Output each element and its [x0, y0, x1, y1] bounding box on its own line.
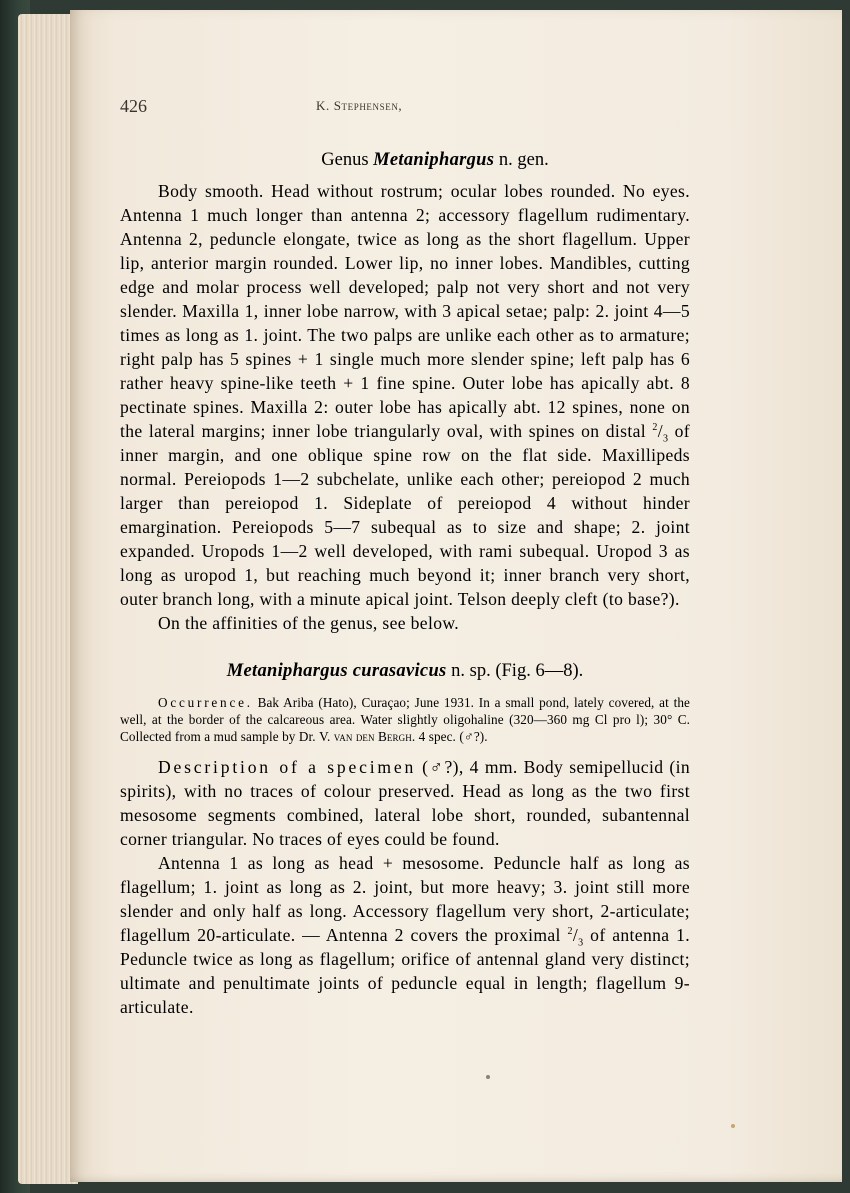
page-content — [120, 96, 690, 1019]
affinities-note: On the affinities of the genus, see below. — [158, 613, 460, 633]
fraction-two-thirds-antenna: $^2/_3$ — [567, 925, 584, 949]
genus-description — [120, 179, 690, 611]
species-name: Metaniphargus curasavicus — [226, 661, 447, 681]
specimen-description — [120, 755, 690, 851]
occurrence-count: 4 spec. (♂?). — [415, 729, 488, 744]
page-number: 426 — [120, 96, 147, 116]
specimen-description-label: Description of a specimen — [158, 757, 417, 777]
page-stack-edge — [18, 14, 78, 1184]
antenna-part2: of antenna 1. Peduncle twice as long as flagellum; orifice of antennal gland very distinct; ultimate and penultimate joints of peduncle equal in length; flagellum 9-articulate. — [120, 925, 691, 1017]
fraction-two-thirds: $^2/_3$ — [652, 421, 669, 445]
specimen-description-text: (♂?), 4 mm. Body semipellucid (in spirits), with no traces of colour preserved. Head as long as the two first mesosome segments combined, lateral lobe short, rounded, subantennal corner triangular. No traces of eyes could be found. — [120, 757, 690, 849]
genus-name: Metaniphargus — [373, 150, 495, 170]
genus-description-part1: Body smooth. Head without rostrum; ocular lobes rounded. No eyes. Antenna 1 much longer than antenna 2; accessory flagellum rudimentary. Antenna 2, peduncle elongate, twice as long as the short flagellum. Upper lip, anterior margin rounded. Lower lip, no inner lobes. Mandibles, cutting edge and molar process well developed; palp not very short and not very slender. Maxilla 1, inner lobe narrow, with 3 apical setae; palp: 2. joint 4—5 times as long as 1. joint. The two palps are unlike each other as to armature; right palp has 5 spines + 1 single much more slender spine; left palp has 6 rather heavy spine-like teeth + 1 fine spine. Outer lobe has apically abt. 8 pectinate spines. Maxilla 2: outer lobe has apically abt. 12 spines, none on the lateral margins; inner lobe triangularly oval, with spines on distal — [120, 181, 690, 441]
running-author: K. Stephensen, — [316, 98, 403, 113]
occurrence-collector: V. van den Bergh. — [319, 729, 416, 744]
occurrence-label: Occurrence. — [158, 695, 253, 710]
genus-prefix: Genus — [321, 150, 374, 170]
foxing-spot — [731, 1124, 735, 1128]
genus-heading — [120, 150, 690, 171]
antenna-paragraph — [120, 851, 690, 1019]
running-head — [120, 96, 690, 126]
species-heading — [120, 661, 690, 682]
occurrence-text: Bak Ariba (Hato), Curaçao; June 1931. In a small pond, lately covered, at the well, at the border of the calcareous area. Water slightly oligohaline (320—360 mg Cl pro l); 30° C. Collected from a mud sample by Dr. — [120, 695, 690, 744]
genus-description-part2: of inner margin, and one oblique spine row on the flat side. Maxillipeds normal. Pereiopods 1—2 subchelate, unlike each other; pereiopod 2 much larger than pereiopod 1. Sideplate of pereiopod 4 without hinder emargination. Pereiopods 5—7 subequal as to size and shape; 2. joint expanded. Uropods 1—2 well developed, with rami subequal. Uropod 3 as long as uropod 1, but reaching much beyond it; inner branch very short, outer branch long, with a minute apical joint. Telson deeply cleft (to base?). — [120, 421, 690, 609]
occurrence-paragraph — [120, 694, 690, 745]
antenna-part1: Antenna 1 as long as head + mesosome. Peduncle half as long as flagellum; 1. joint as long as 2. joint, but more heavy; 3. joint still more slender and only half as long. Accessory flagellum very short, 2-articulate; flagellum 20-articulate. — Antenna 2 covers the proximal — [120, 853, 690, 945]
genus-suffix: n. gen. — [494, 150, 549, 170]
ink-speck — [486, 1075, 490, 1079]
species-suffix: n. sp. (Fig. 6—8). — [446, 661, 584, 681]
